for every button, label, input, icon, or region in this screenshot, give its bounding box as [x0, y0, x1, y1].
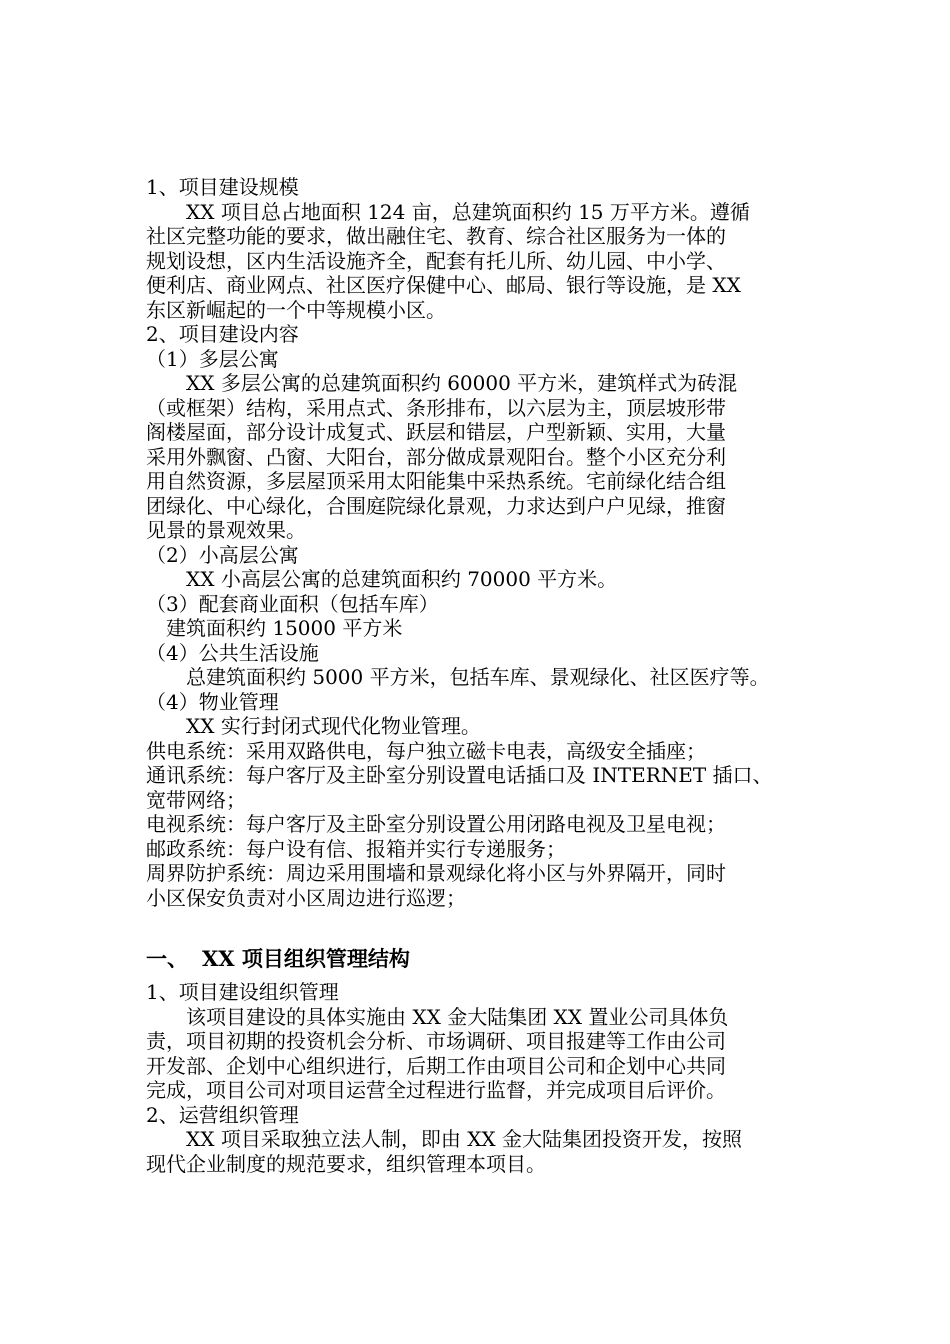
paragraph-line: 通讯系统：每户客厅及主卧室分别设置电话插口及 INTERNET 插口、: [146, 763, 773, 787]
paragraph-line: XX 小高层公寓的总建筑面积约 70000 平方米。: [186, 567, 618, 591]
paragraph-line: 便利店、商业网点、社区医疗保健中心、邮局、银行等设施，是 XX: [146, 273, 741, 297]
subsection-title: （3）配套商业面积（包括车库）: [146, 591, 439, 616]
section-title: 2、项目建设内容: [146, 322, 299, 346]
paragraph-line: XX 多层公寓的总建筑面积约 60000 平方米，建筑样式为砖混: [186, 371, 738, 395]
section-title: 1、项目建设规模: [146, 175, 299, 199]
paragraph-line: 东区新崛起的一个中等规模小区。: [146, 297, 446, 322]
subsection-title: （4）公共生活设施: [146, 640, 319, 665]
section-title: 1、项目建设组织管理: [146, 980, 339, 1004]
paragraph-line: 见景的景观效果。: [146, 518, 306, 542]
paragraph-line: 建筑面积约 15000 平方米: [166, 616, 403, 640]
subsection-title: （1）多层公寓: [146, 346, 279, 371]
paragraph-line: XX 项目总占地面积 124 亩，总建筑面积约 15 万平方米。遵循: [186, 199, 750, 224]
paragraph-line: XX 项目采取独立法人制，即由 XX 金大陆集团投资开发，按照: [186, 1127, 743, 1151]
paragraph-line: 团绿化、中心绿化，合围庭院绿化景观，力求达到户户见绿，推窗: [146, 493, 726, 518]
paragraph-line: （或框架）结构，采用点式、条形排布，以六层为主，顶层坡形带: [146, 395, 726, 420]
paragraph-line: 电视系统：每户客厅及主卧室分别设置公用闭路电视及卫星电视；: [146, 812, 726, 836]
paragraph-line: 该项目建设的具体实施由 XX 金大陆集团 XX 置业公司具体负: [186, 1004, 729, 1029]
paragraph-line: 小区保安负责对小区周边进行巡逻；: [146, 885, 466, 910]
paragraph-line: 宽带网络；: [146, 787, 246, 812]
chapter-number: 一、: [146, 946, 188, 971]
paragraph-line: 采用外飘窗、凸窗、大阳台，部分做成景观阳台。整个小区充分利: [146, 444, 726, 469]
paragraph-line: 用自然资源，多层屋顶采用太阳能集中采热系统。宅前绿化结合组: [146, 469, 726, 493]
chapter-title: XX 项目组织管理结构: [202, 946, 410, 971]
paragraph-line: 阁楼屋面，部分设计成复式、跃层和错层，户型新颖、实用，大量: [146, 420, 726, 444]
paragraph-line: 完成，项目公司对项目运营全过程进行监督，并完成项目后评价。: [146, 1078, 726, 1102]
paragraph-line: 供电系统：采用双路供电，每户独立磁卡电表，高级安全插座；: [146, 738, 706, 763]
paragraph-line: 开发部、企划中心组织进行，后期工作由项目公司和企划中心共同: [146, 1053, 726, 1078]
paragraph-line: XX 实行封闭式现代化物业管理。: [186, 714, 481, 738]
paragraph-line: 总建筑面积约 5000 平方米，包括车库、景观绿化、社区医疗等。: [186, 665, 770, 689]
section-title: 2、运营组织管理: [146, 1102, 299, 1127]
paragraph-line: 责，项目初期的投资机会分析、市场调研、项目报建等工作由公司: [146, 1029, 726, 1053]
document-body: [146, 175, 826, 1176]
paragraph-line: 现代企业制度的规范要求，组织管理本项目。: [146, 1151, 546, 1176]
paragraph-line: 社区完整功能的要求，做出融住宅、教育、综合社区服务为一体的: [146, 224, 726, 248]
subsection-title: （4）物业管理: [146, 689, 279, 714]
paragraph-line: 周界防护系统：周边采用围墙和景观绿化将小区与外界隔开，同时: [146, 861, 726, 885]
chapter-heading: [146, 946, 826, 972]
paragraph-line: 邮政系统：每户设有信、报箱并实行专递服务；: [146, 836, 566, 861]
subsection-title: （2）小高层公寓: [146, 542, 299, 567]
paragraph-line: 规划设想，区内生活设施齐全，配套有托儿所、幼儿园、中小学、: [146, 248, 726, 273]
